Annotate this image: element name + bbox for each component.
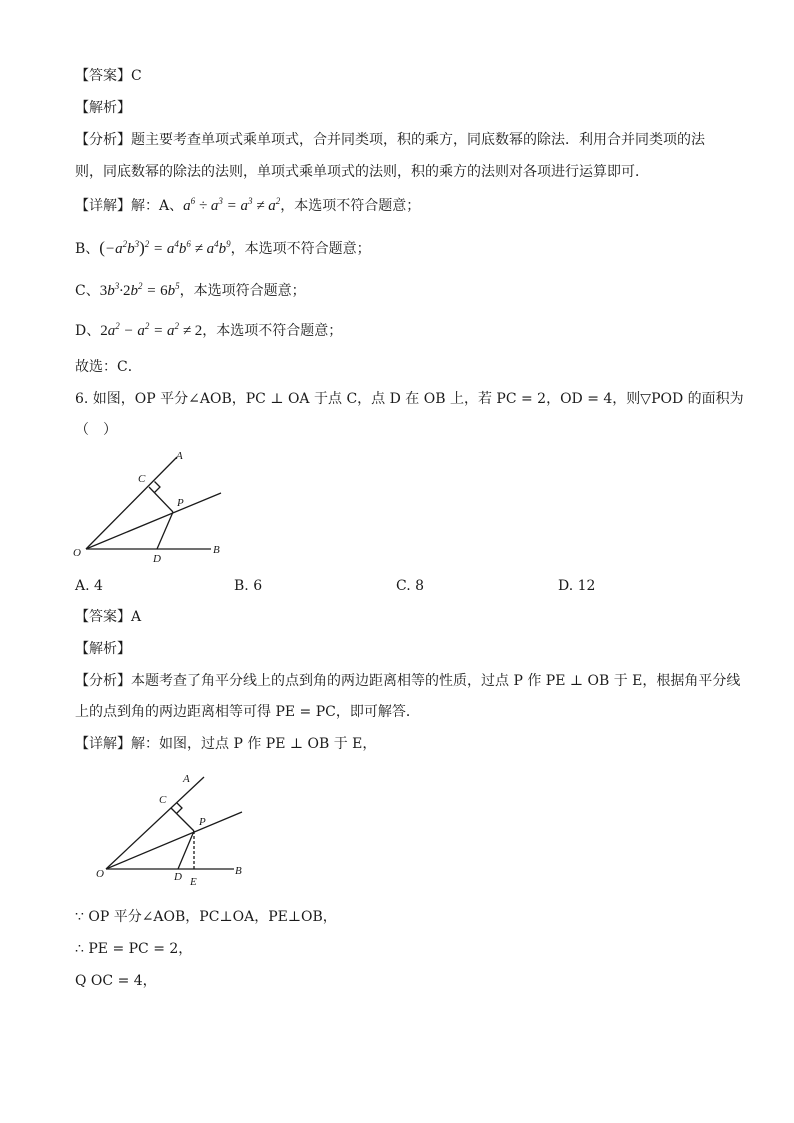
figure-1-angle-bisector xyxy=(70,448,240,568)
fig2-label-b: B xyxy=(235,865,242,877)
figure-2-angle-bisector xyxy=(93,768,273,898)
fig2-seg-pc xyxy=(171,808,194,831)
math-expr-b: $(-a^2b^3)^2 = a^4b^6 \ne a^4b^9$ xyxy=(99,238,231,257)
q5-answer-line xyxy=(75,66,142,86)
fig2-label-d: D xyxy=(174,871,182,883)
fig1-label-p: P xyxy=(177,497,184,509)
q5-fenxi-line1: 【分析】题主要考查单项式乘单项式，合并同类项，积的乘方，同底数幂的除法．利用合并同类项的法 xyxy=(75,132,705,148)
q6-stem-line1: 6. 如图，OP 平分∠AOB，PC ⊥ OA 于点 C，点 D 在 OB 上，若 PC = 2，OD = 4，则▽POD 的面积为 xyxy=(75,391,744,407)
q6-detail: 【详解】解：如图，过点 P 作 PE ⊥ OB 于 E， xyxy=(75,736,377,752)
math-expr-a: $a^6 \div a^3 = a^3 \ne a^2$ xyxy=(183,196,281,214)
fig1-right-angle-mark xyxy=(155,482,161,493)
q6-fenxi-line2: 上的点到角的两边距离相等可得 PE = PC，即可解答． xyxy=(75,704,420,720)
fenxi-tag: 【分析】 xyxy=(75,132,131,148)
q6-proof-line3: Q OC = 4， xyxy=(75,973,157,989)
q6-option-b: B. 6 xyxy=(234,578,263,594)
xiangjie-tag: 【详解】 xyxy=(75,198,131,214)
math-expr-d: $2a^2 - a^2 = a^2 \ne 2$ xyxy=(100,321,203,339)
fig1-seg-pc xyxy=(149,487,173,512)
fig2-label-c: C xyxy=(159,794,167,806)
fig2-ray-op xyxy=(106,812,242,869)
q5-detail-b: B、$(-a^2b^3)^2 = a^4b^6 \ne a^4b^9$，本选项不符合题意； xyxy=(75,238,371,257)
q5-conclusion: 故选：C． xyxy=(75,359,142,375)
q6-option-d: D. 12 xyxy=(558,578,596,594)
fig2-label-p: P xyxy=(199,816,206,828)
math-expr-c: $3b^3\cdot 2b^2 = 6b^5$ xyxy=(99,281,180,299)
fig2-label-e: E xyxy=(190,876,197,888)
fig1-label-c: C xyxy=(138,473,146,485)
q5-detail-a: 【详解】解：A、$a^6 \div a^3 = a^3 \ne a^2$，本选项不符合题意； xyxy=(75,196,421,214)
q6-proof-line2: ∴ PE = PC = 2， xyxy=(75,941,193,957)
q6-answer-value: A xyxy=(131,609,142,625)
q6-proof-line1: ∵ OP 平分∠AOB，PC⊥OA，PE⊥OB， xyxy=(75,909,337,925)
q5-detail-d: D、$2a^2 - a^2 = a^2 \ne 2$，本选项不符合题意； xyxy=(75,321,343,339)
fig2-ray-oa xyxy=(106,777,204,869)
fig2-label-o: O xyxy=(96,868,104,880)
q6-stem-line2: （ ） xyxy=(75,422,117,438)
answer-tag: 【答案】 xyxy=(75,68,131,84)
fig1-label-a: A xyxy=(176,450,183,462)
fig1-ray-op xyxy=(86,493,221,549)
q6-option-a: A. 4 xyxy=(75,578,103,594)
q6-option-c: C. 8 xyxy=(396,578,425,594)
fig2-label-a: A xyxy=(183,773,190,785)
q6-answer-line: 【答案】A xyxy=(75,609,142,625)
q5-answer-value: C xyxy=(131,68,142,84)
fig1-seg-pd xyxy=(157,512,173,549)
fig1-label-d: D xyxy=(153,553,161,565)
fig1-label-o: O xyxy=(73,547,81,559)
fig2-seg-pd xyxy=(178,831,194,869)
q5-fenxi-line2: 则，同底数幂的除法的法则，单项式乘单项式的法则，积的乘方的法则对各项进行运算即可． xyxy=(75,164,649,180)
q5-detail-c: C、$3b^3\cdot 2b^2 = 6b^5$，本选项符合题意； xyxy=(75,281,306,299)
q6-analysis-tag: 【解析】 xyxy=(75,641,131,657)
q5-analysis-tag: 【解析】 xyxy=(75,100,131,116)
q6-fenxi-line1: 【分析】本题考查了角平分线上的点到角的两边距离相等的性质，过点 P 作 PE ⊥ OB 于 E，根据角平分线 xyxy=(75,673,741,689)
fig2-right-angle-mark xyxy=(177,803,183,814)
fig1-label-b: B xyxy=(213,544,220,556)
